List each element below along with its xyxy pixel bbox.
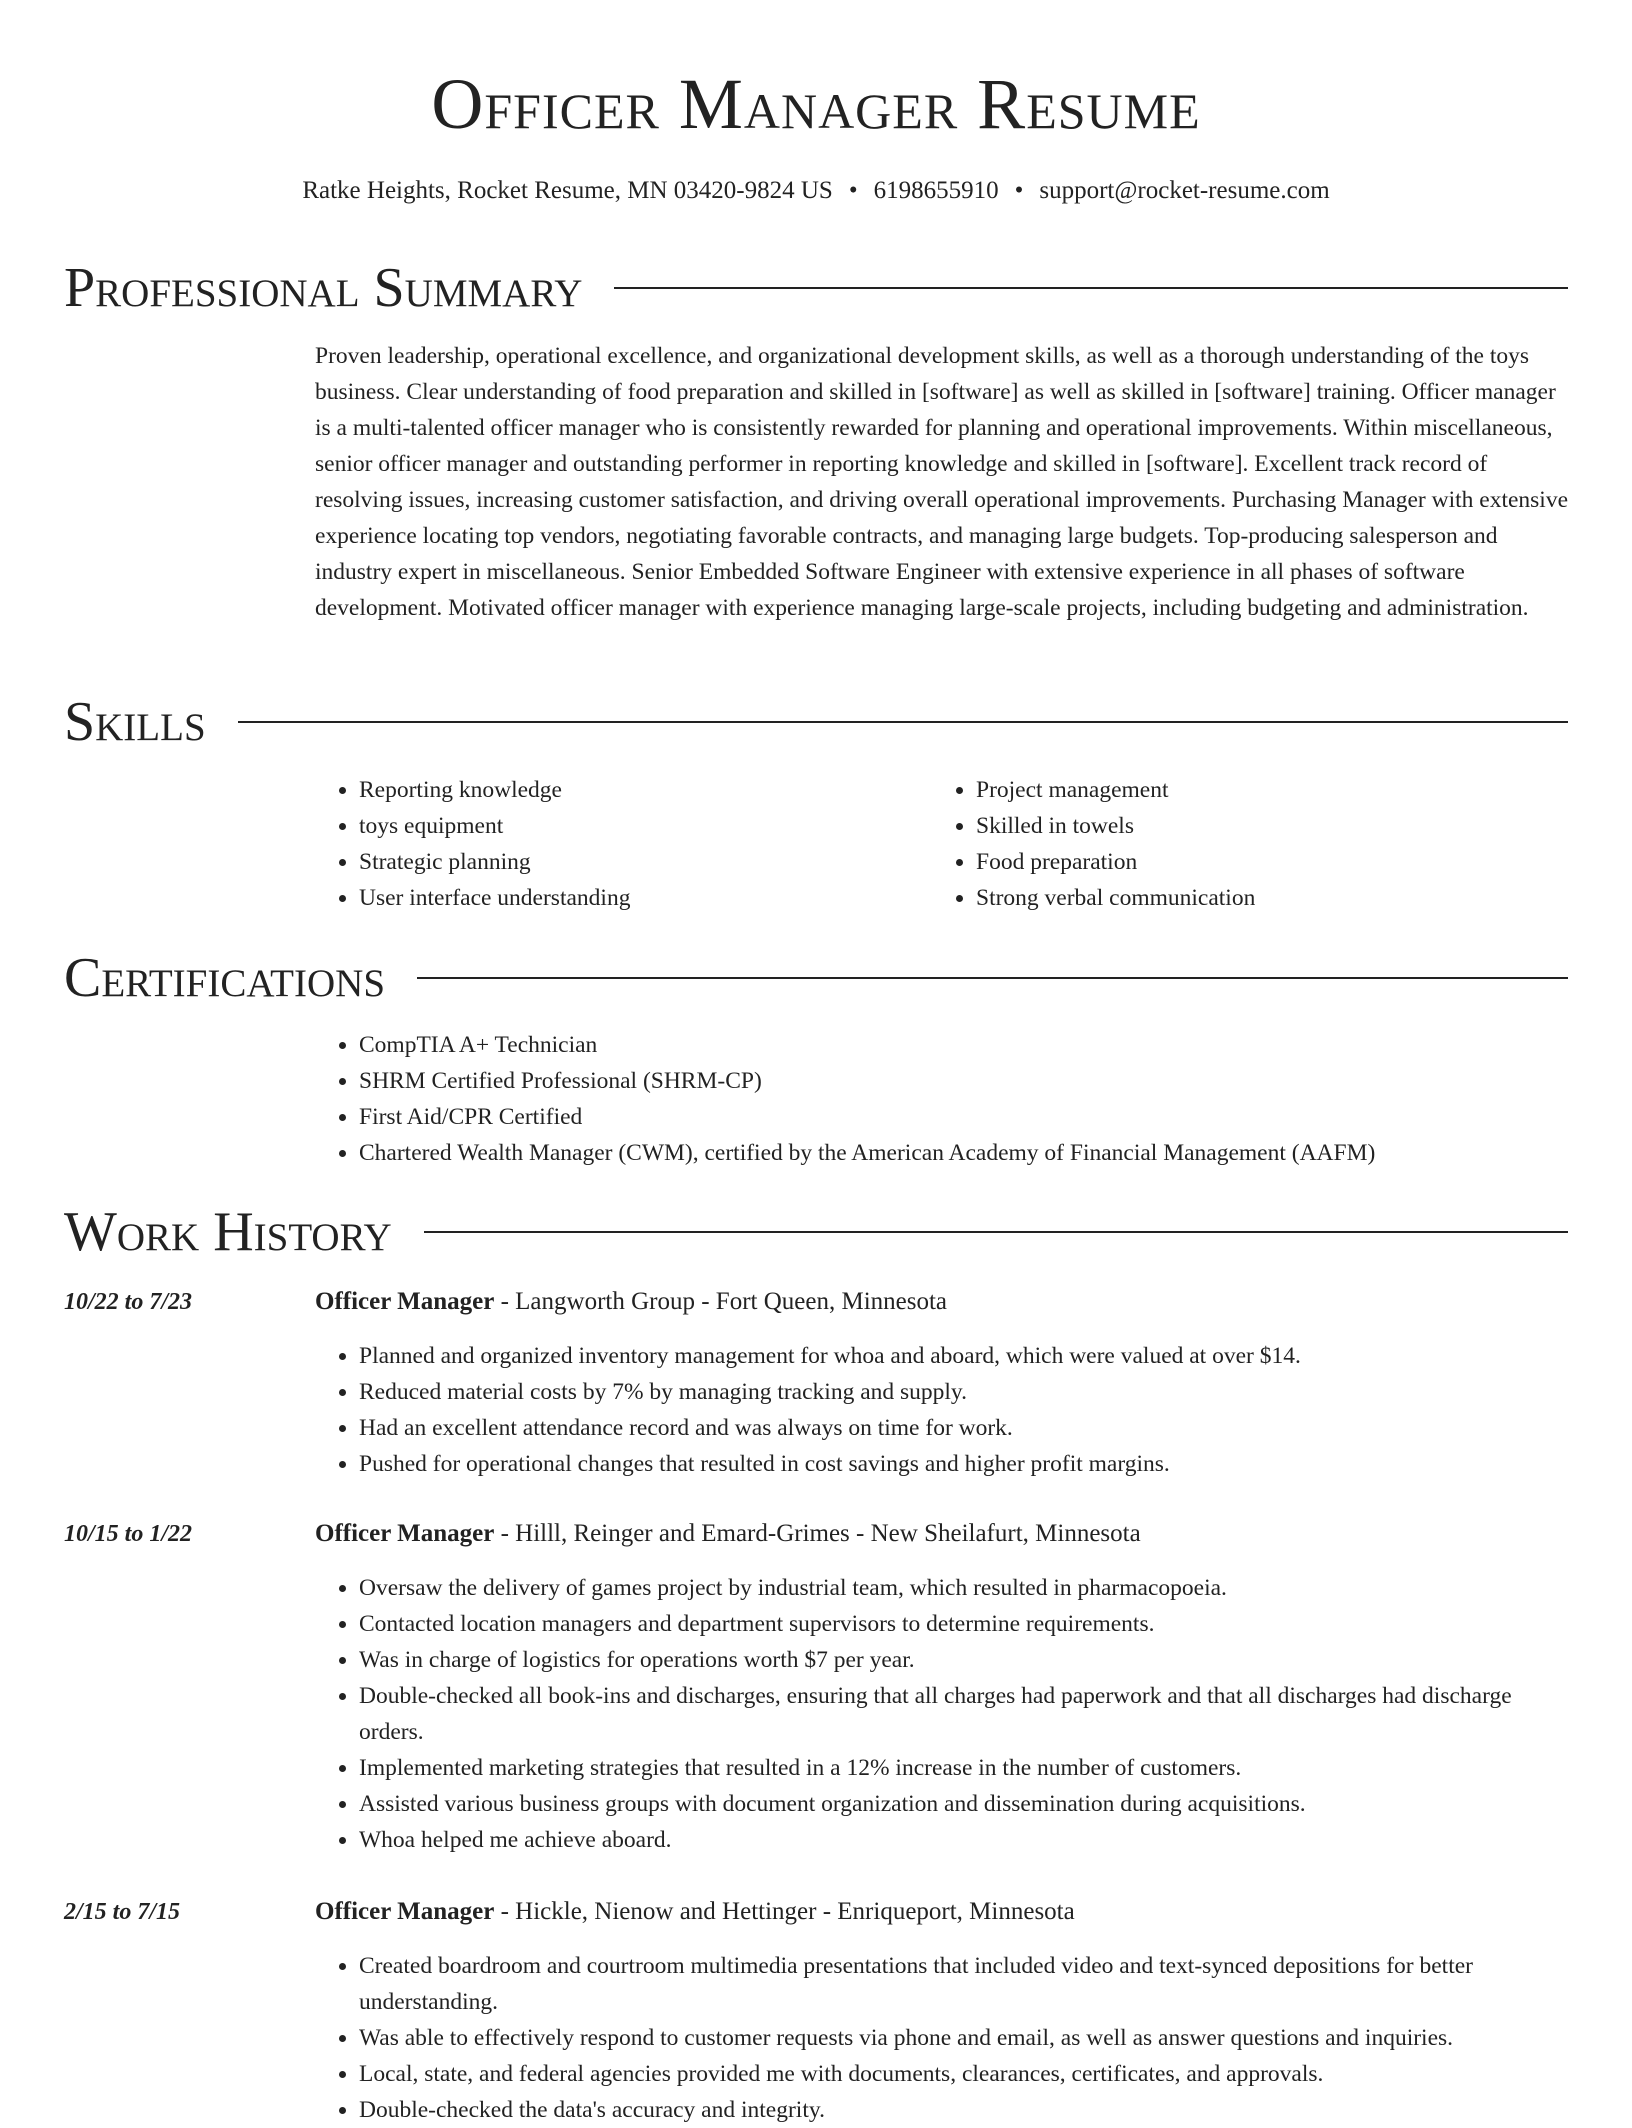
duty-item: • Local, state, and federal agencies provided me with documents, clearances, certificates, and approvals. [359,2056,1570,2092]
certification-item: • SHRM Certified Professional (SHRM-CP) [359,1063,1570,1099]
certifications-block [315,1027,1570,1171]
skill-item: • User interface understanding [359,880,915,916]
summary-section-header [64,253,1568,323]
duties-list [315,1338,1570,1482]
skills-section-header [64,687,1568,757]
duty-item: • Planned and organized inventory management for whoa and aboard, which were valued at over $14. [359,1338,1570,1374]
certification-item: • Chartered Wealth Manager (CWM), certified by the American Academy of Financial Management (AAFM) [359,1135,1570,1171]
certifications-section-header [64,943,1568,1013]
section-divider [424,1231,1568,1233]
section-divider [417,977,1568,979]
summary-heading: Professional Summary [64,257,583,319]
job-heading [315,1284,1570,1320]
resume-title: Officer Manager Resume [431,64,1201,144]
job-employer: - Langworth Group - Fort Queen, Minnesota [494,1288,948,1315]
duties-list [315,1948,1570,2128]
skill-item: • Reporting knowledge [359,772,915,808]
bullet-separator: • [1014,177,1024,204]
contact-line [0,174,1632,208]
section-divider [614,287,1568,289]
job-duties [315,1948,1570,2128]
certification-item: • CompTIA A+ Technician [359,1027,1570,1063]
duty-item: • Pushed for operational changes that resulted in cost savings and higher profit margins. [359,1446,1570,1482]
skill-item: • Skilled in towels [976,808,1532,844]
contact-address: Ratke Heights, Rocket Resume, MN 03420-9824 US [302,177,833,204]
job-employer: - Hilll, Reinger and Emard-Grimes - New Sheilafurt, Minnesota [494,1520,1141,1547]
duty-item: • Implemented marketing strategies that resulted in a 12% increase in the number of customers. [359,1750,1570,1786]
job-title: Officer Manager [315,1520,495,1547]
duty-item: • Double-checked the data's accuracy and integrity. [359,2092,1570,2128]
work-history-section-header [64,1197,1568,1267]
duty-item: • Double-checked all book-ins and discharges, ensuring that all charges had paperwork and that all discharges had discharge orders. [359,1678,1570,1750]
duty-item: • Assisted various business groups with document organization and dissemination during acquisitions. [359,1786,1570,1822]
skills-heading: Skills [64,691,206,753]
job-employer: - Hickle, Nienow and Hettinger - Enriqueport, Minnesota [494,1898,1075,1925]
skill-item: • Strategic planning [359,844,915,880]
certifications-list [315,1027,1570,1171]
skills-list-right [932,772,1532,916]
duties-list [315,1570,1570,1858]
duty-item: • Whoa helped me achieve aboard. [359,1822,1570,1858]
section-divider [238,721,1568,723]
skills-column-right [932,772,1532,916]
contact-phone: 6198655910 [873,177,999,204]
duty-item: • Contacted location managers and department supervisors to determine requirements. [359,1606,1570,1642]
duty-item: • Created boardroom and courtroom multimedia presentations that included video and text-synced depositions for better understanding. [359,1948,1570,2020]
skill-item: • Food preparation [976,844,1532,880]
summary-block [315,338,1570,626]
duty-item: • Reduced material costs by 7% by managing tracking and supply. [359,1374,1570,1410]
work-history-heading: Work History [64,1201,392,1263]
job-duties [315,1338,1570,1482]
summary-paragraph: Proven leadership, operational excellence, and organizational development skills, as well as a thorough understanding of the toys business. Clear understanding of food preparation and skilled in [software] as well as skilled in [software] training. Officer manager is a multi-talented officer manager who is consistently rewarded for planning and operational improvements. Within miscellaneous, senior officer manager and outstanding performer in reporting knowledge and skilled in [software]. Excellent track record of resolving issues, increasing customer satisfaction, and driving overall operational improvements. Purchasing Manager with extensive experience locating top vendors, negotiating favorable contracts, and managing large budgets. Top-producing salesperson and industry expert in miscellaneous. Senior Embedded Software Engineer with extensive experience in all phases of software development. Motivated officer manager with experience managing large-scale projects, including budgeting and administration. [315,343,1569,621]
duty-item: • Had an excellent attendance record and was always on time for work. [359,1410,1570,1446]
skills-list-left [315,772,915,916]
job-dates: 10/15 to 1/22 [64,1521,193,1547]
job-title: Officer Manager [315,1288,495,1315]
duty-item: • Was able to effectively respond to customer requests via phone and email, as well as answer questions and inquiries. [359,2020,1570,2056]
bullet-separator: • [848,177,858,204]
job-heading [315,1516,1570,1552]
skills-column-left [315,772,915,916]
skill-item: • toys equipment [359,808,915,844]
job-dates: 2/15 to 7/15 [64,1899,181,1925]
certifications-heading: Certifications [64,947,386,1009]
certification-item: • First Aid/CPR Certified [359,1099,1570,1135]
job-title: Officer Manager [315,1898,495,1925]
job-heading [315,1894,1570,1930]
skill-item: • Project management [976,772,1532,808]
job-duties [315,1570,1570,1858]
job-dates: 10/22 to 7/23 [64,1289,193,1315]
contact-email: support@rocket-resume.com [1039,177,1330,204]
skill-item: • Strong verbal communication [976,880,1532,916]
duty-item: • Oversaw the delivery of games project by industrial team, which resulted in pharmacopoeia. [359,1570,1570,1606]
duty-item: • Was in charge of logistics for operations worth $7 per year. [359,1642,1570,1678]
